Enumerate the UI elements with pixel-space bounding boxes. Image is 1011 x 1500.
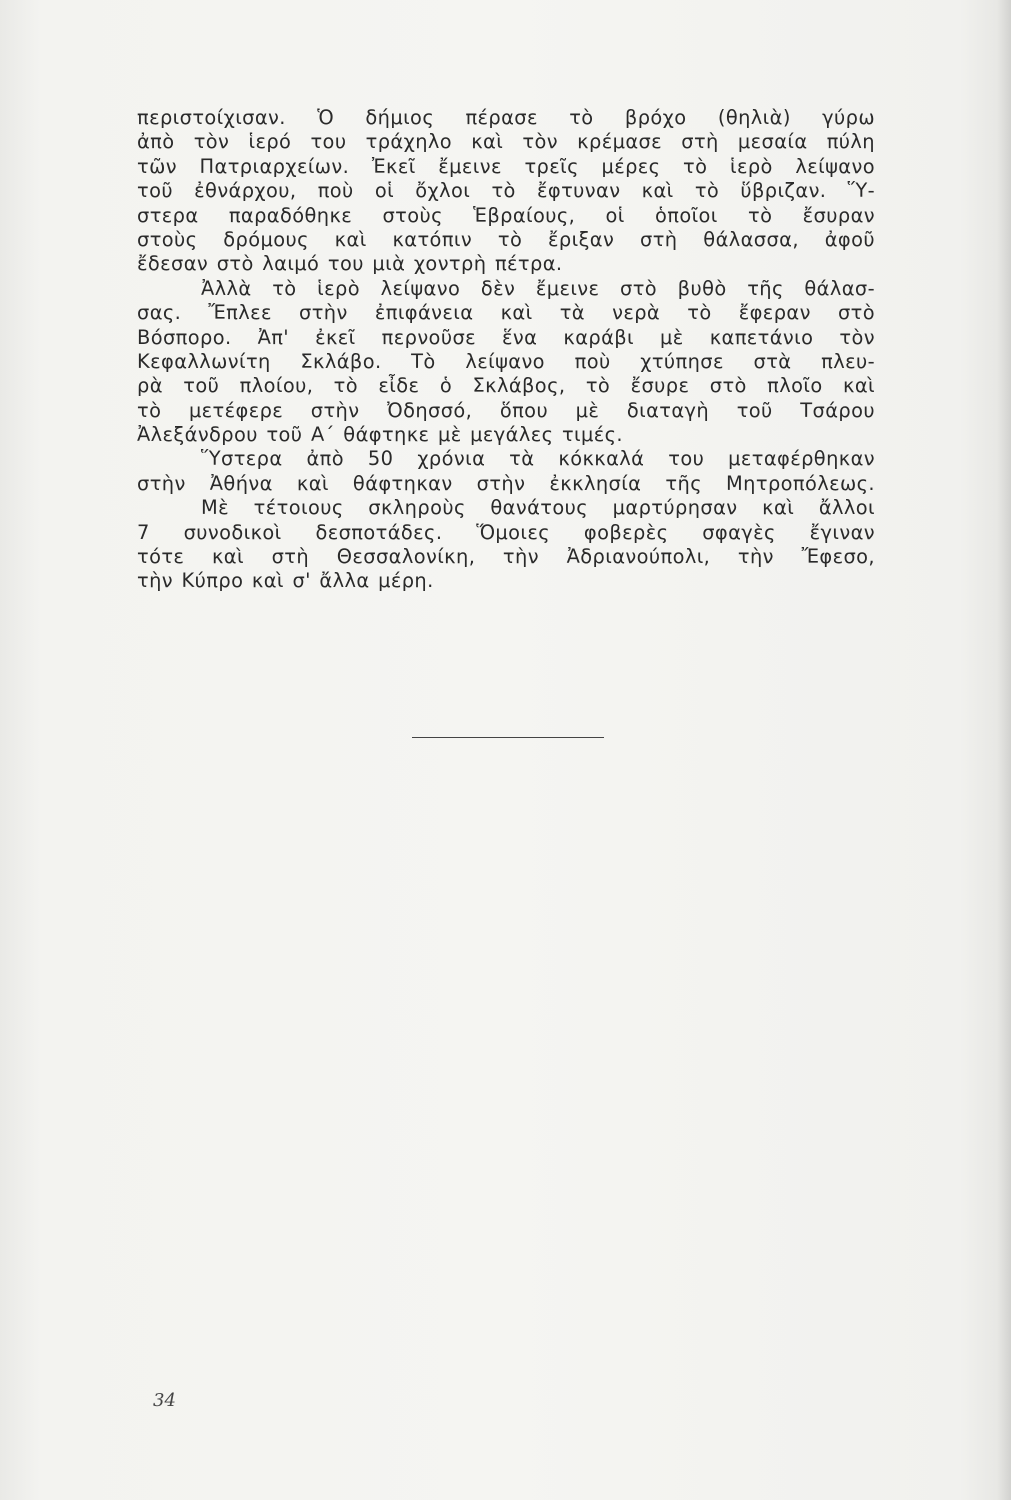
page-number: 34 (153, 1390, 176, 1411)
text-line: στοὺς δρόμους καὶ κατόπιν τὸ ἔριξαν στὴ θάλασσα, ἀφοῦ (137, 227, 875, 251)
text-line: τότε καὶ στὴ Θεσσαλονίκη, τὴν Ἀδριανούπολι, τὴν Ἔφεσο, (137, 545, 875, 569)
text-line: περιστοίχισαν. Ὁ δήμιος πέρασε τὸ βρόχο (θηλιὰ) γύρω (137, 106, 875, 129)
body-text (137, 106, 875, 594)
text-line: 7 συνοδικοὶ δεσποτάδες. Ὅμοιες φοβερὲς σφαγὲς ἔγιναν (137, 520, 875, 544)
text-line: τὴν Κύπρο καὶ σ' ἄλλα μέρη. (137, 569, 434, 593)
text-line: Κεφαλλωνίτη Σκλάβο. Τὸ λείψανο ποὺ χτύπησε στὰ πλευ- (137, 349, 875, 373)
text-line: στὴν Ἀθήνα καὶ θάφτηκαν στὴν ἐκκλησία τῆς Μητροπόλεως. (137, 471, 875, 495)
text-line: Βόσπορο. Ἀπ' ἐκεῖ περνοῦσε ἕνα καράβι μὲ καπετάνιο τὸν (137, 325, 875, 349)
text-line: Μὲ τέτοιους σκληροὺς θανάτους μαρτύρησαν καὶ ἄλλοι (201, 496, 875, 520)
section-divider (412, 737, 604, 738)
text-line: ρὰ τοῦ πλοίου, τὸ εἶδε ὁ Σκλάβος, τὸ ἔσυρε στὸ πλοῖο καὶ (137, 374, 875, 398)
text-line: ἔδεσαν στὸ λαιμό του μιὰ χοντρὴ πέτρα. (137, 252, 563, 276)
text-line: Ἀλεξάνδρου τοῦ Α΄ θάφτηκε μὲ μεγάλες τιμές. (137, 423, 623, 447)
text-line: τῶν Πατριαρχείων. Ἐκεῖ ἔμεινε τρεῖς μέρες τὸ ἱερὸ λείψανο (137, 154, 875, 178)
text-line: τὸ μετέφερε στὴν Ὀδησσό, ὅπου μὲ διαταγὴ τοῦ Τσάρου (137, 398, 875, 422)
text-line: ἀπὸ τὸν ἱερό του τράχηλο καὶ τὸν κρέμασε στὴ μεσαία πύλη (137, 130, 875, 154)
text-line: στερα παραδόθηκε στοὺς Ἑβραίους, οἱ ὁποῖοι τὸ ἔσυραν (137, 203, 875, 227)
text-line: Ἀλλὰ τὸ ἱερὸ λείψανο δὲν ἔμεινε στὸ βυθὸ τῆς θάλασ- (201, 276, 875, 300)
text-line: τοῦ ἐθνάρχου, ποὺ οἱ ὄχλοι τὸ ἔφτυναν καὶ τὸ ὕβριζαν. Ὕ- (137, 179, 875, 203)
text-line: Ὕστερα ἀπὸ 50 χρόνια τὰ κόκκαλά του μεταφέρθηκαν (201, 447, 875, 471)
text-line: σας. Ἔπλεε στὴν ἐπιφάνεια καὶ τὰ νερὰ τὸ ἔφεραν στὸ (137, 301, 875, 325)
page-edge-shadow (997, 0, 1011, 1500)
